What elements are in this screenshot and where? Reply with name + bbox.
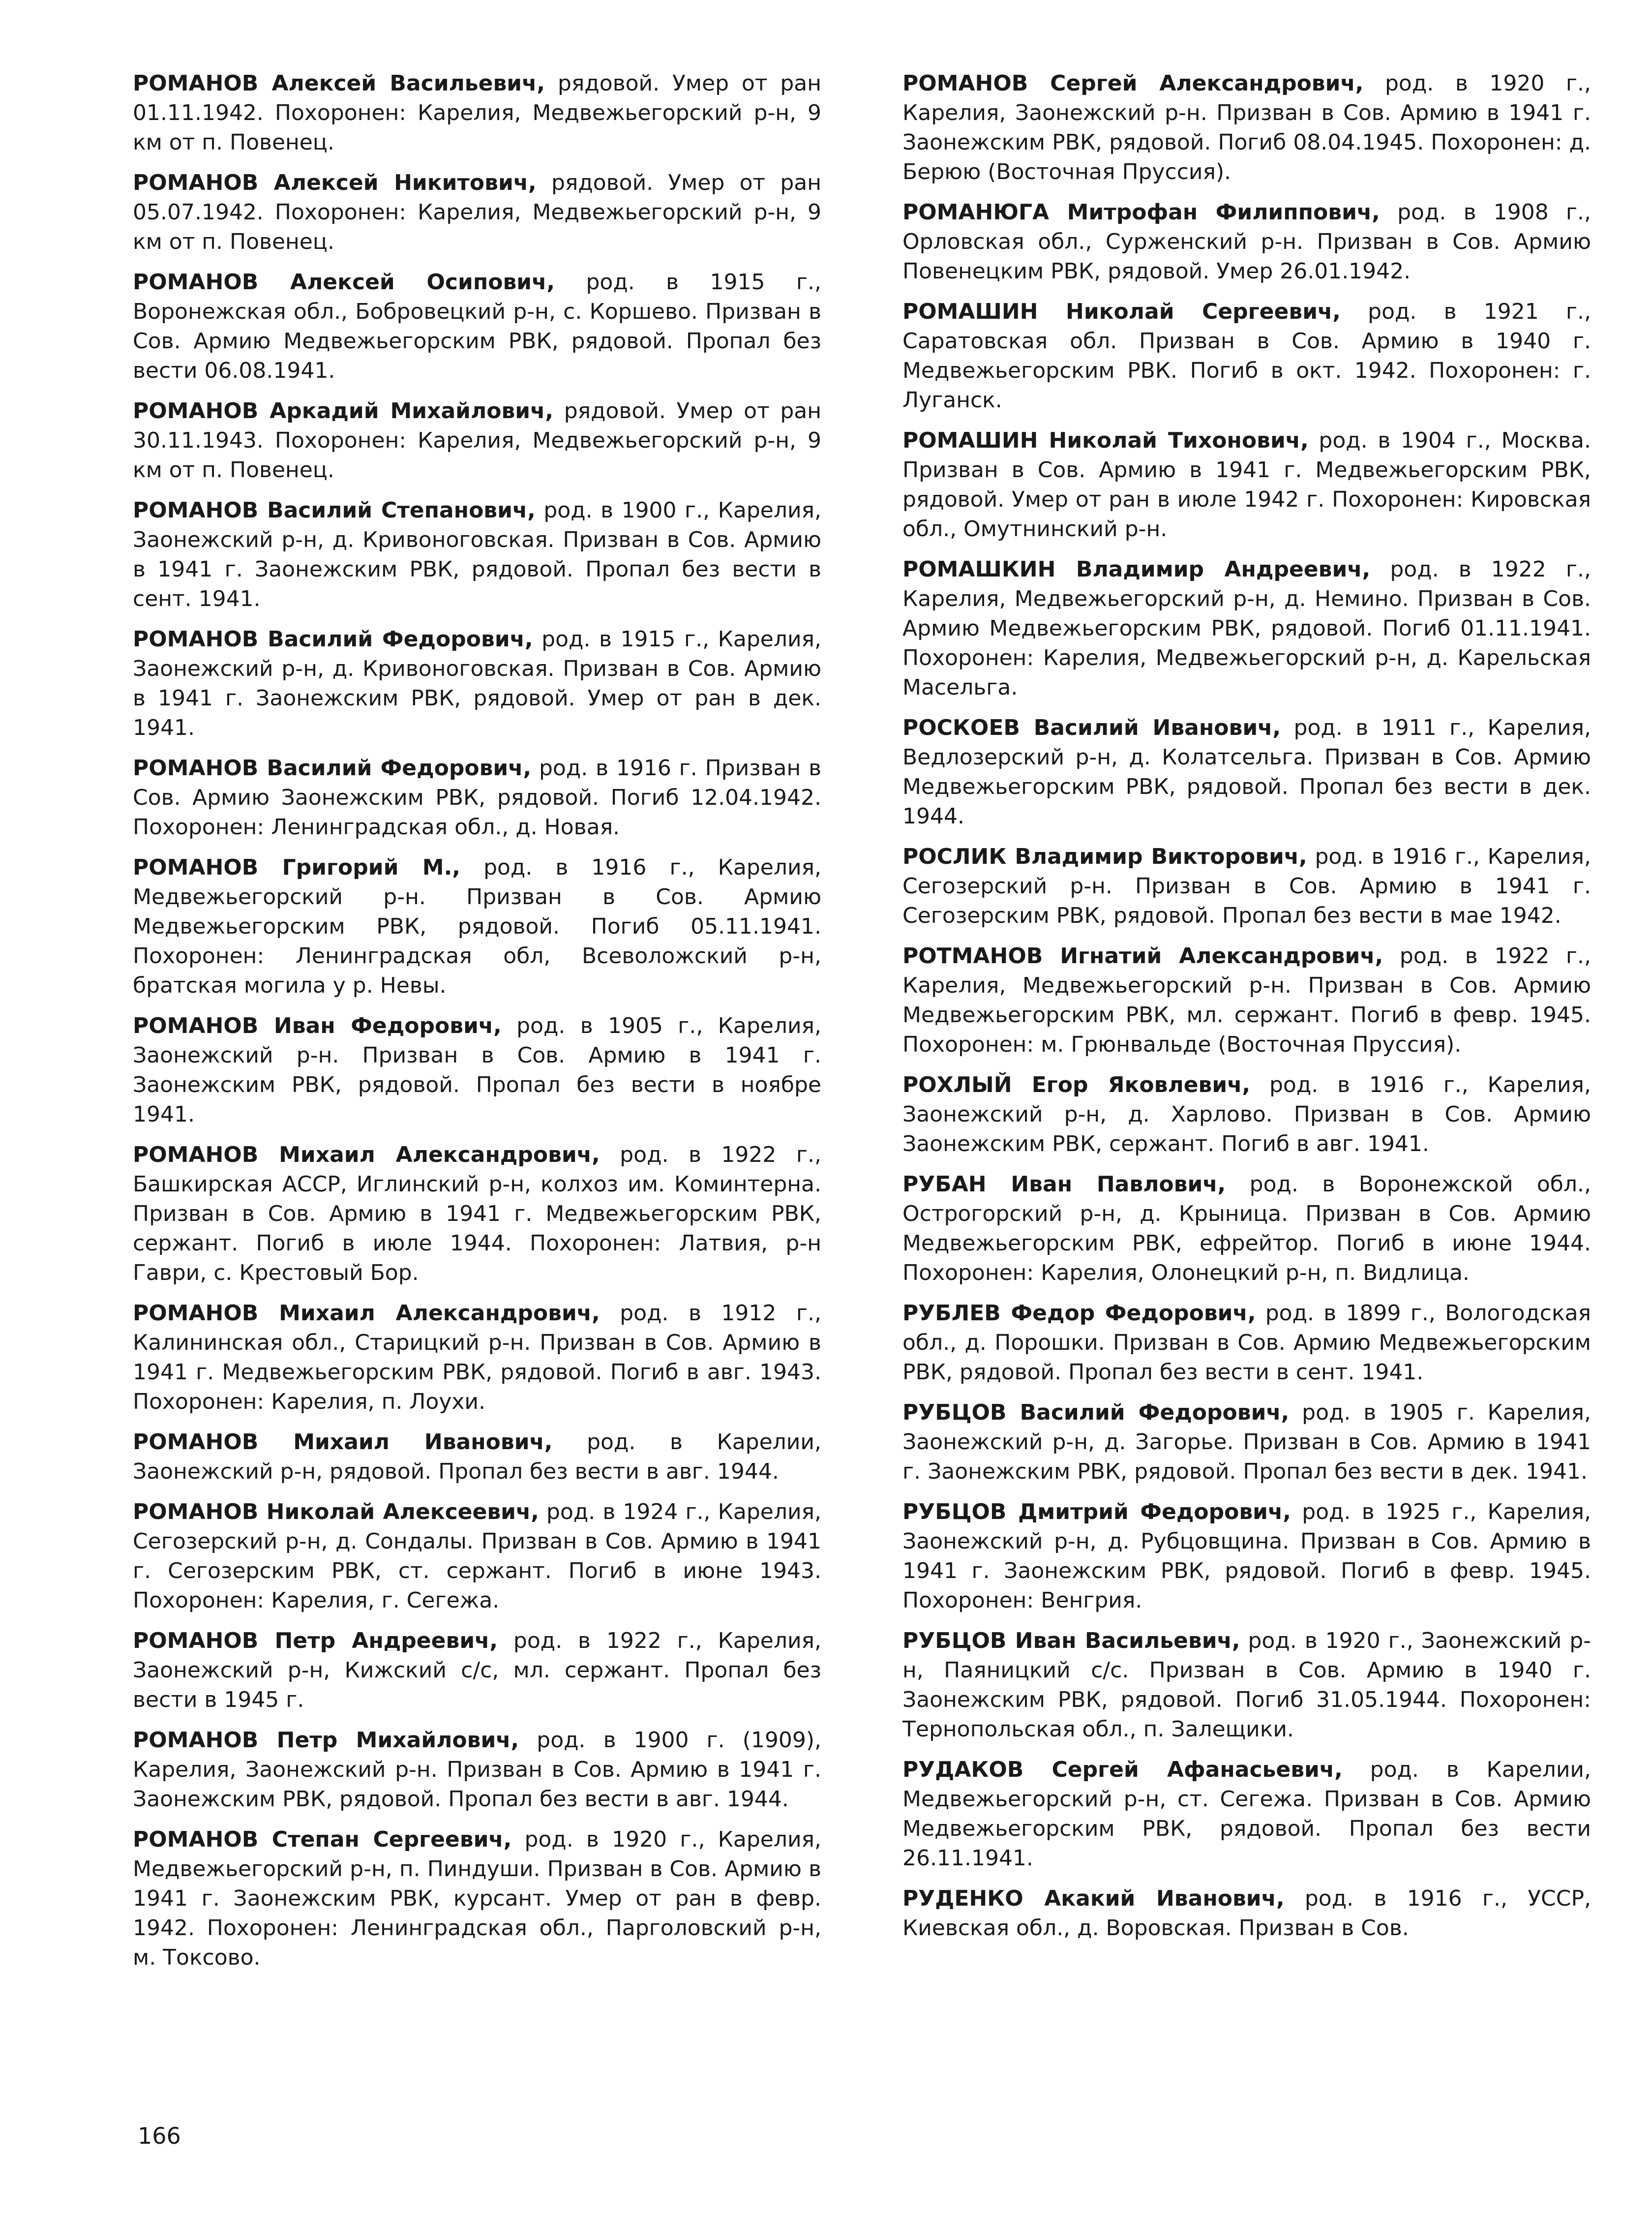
entry-text: род. в 1924 г., Карелия, Сегозерский р-н, д. Сондалы. Призван в Сов. Армию в 1941 г. Сегозерским РВК, ст. сержант. Погиб в июне 1943. Похоронен: Карелия, г. Сегежа. <box>133 1499 822 1613</box>
entry-name: РОТМАНОВ Игнатий Александрович, <box>902 943 1383 969</box>
entry-text: род. в 1922 г., Карелия, Медвежьегорский р-н, д. Немино. Призван в Сов. Армию Медвежьегорским РВК, рядовой. Погиб 01.11.1941. Похоронен: Карелия, Медвежьегорский р-н, д. Карельская Масельга. <box>902 557 1591 700</box>
entry-name: РОХЛЫЙ Егор Яковлевич, <box>902 1072 1251 1097</box>
entry <box>133 496 821 614</box>
entry-text: род. в Воронежской обл., Острогорский р-н, д. Крыница. Призван в Сов. Армию Медвежьегорским РВК, ефрейтор. Погиб в июне 1944. Похоронен: Карелия, Олонецкий р-н, п. Видлица. <box>902 1172 1591 1285</box>
entry-name: РУБЦОВ Василий Федорович, <box>902 1400 1290 1425</box>
entry-name: РОМАНОВ Аркадий Михайлович, <box>133 398 554 424</box>
entry-text: род. в 1900 г., Карелия, Заонежский р-н, д. Кривоноговская. Призван в Сов. Армию в 1941 г. Заонежским РВК, рядовой. Пропал без вести в сент. 1941. <box>133 498 821 611</box>
entry-text: род. в 1905 г., Карелия, Заонежский р-н. Призван в Сов. Армию в 1941 г. Заонежским РВК, рядовой. Пропал без вести в ноябре 1941. <box>133 1013 822 1127</box>
entry <box>133 1497 821 1615</box>
entry-text: род. в 1921 г., Саратовская обл. Призван в Сов. Армию в 1940 г. Медвежьегорским РВК. Погиб в окт. 1942. Похоронен: г. Луганск. <box>902 299 1591 413</box>
entry-name: РОМАНОВ Михаил Александрович, <box>133 1301 600 1326</box>
entry-name: РОМАНОВ Иван Федорович, <box>133 1013 502 1038</box>
entry-text: род. в 1904 г., Москва. Призван в Сов. Армию в 1941 г. Медвежьегорским РВК, рядовой. Умер от ран в июле 1942 г. Похоронен: Кировская обл., Омутнинский р-н. <box>902 428 1592 542</box>
entry-name: РУБЦОВ Дмитрий Федорович, <box>902 1499 1291 1524</box>
entry-name: РОМАНОВ Василий Степанович, <box>133 498 536 523</box>
entry <box>133 754 821 842</box>
entry <box>902 198 1591 286</box>
left-column <box>133 69 821 1983</box>
entry-text: род. в 1915 г., Воронежская обл., Бобровецкий р-н, с. Коршево. Призван в Сов. Армию Медвежьегорским РВК, рядовой. Пропал без вести 06.08.1941. <box>133 270 821 383</box>
entry-text: род. в 1920 г., Карелия, Медвежьегорский р-н, п. Пиндуши. Призван в Сов. Армию в 1941 г. Заонежским РВК, курсант. Умер от ран в февр. 1942. Похоронен: Ленинградская обл., Парголовский р-н, м. Токсово. <box>133 1827 822 1970</box>
entry-name: РОМАШИН Николай Сергеевич, <box>902 299 1341 324</box>
entry-text: род. в 1912 г., Калининская обл., Старицкий р-н. Призван в Сов. Армию в 1941 г. Медвежьегорским РВК, рядовой. Погиб в авг. 1943. Похоронен: Карелия, п. Лоухи. <box>133 1301 821 1414</box>
entry <box>902 1299 1591 1387</box>
entry <box>133 625 821 743</box>
entry-text: род. в 1916 г., УССР, Киевская обл., д. Воровская. Призван в Сов. <box>902 1886 1592 1941</box>
entry-text: род. в Карелии, Медвежьегорский р-н, ст. Сегежа. Призван в Сов. Армию Медвежьегорским РВК, рядовой. Пропал без вести 26.11.1941. <box>902 1757 1592 1871</box>
entry-text: рядовой. Умер от ран 01.11.1942. Похоронен: Карелия, Медвежьегорский р-н, 9 км от п. Повенец. <box>133 71 821 155</box>
entry-name: РОМАНОВ Алексей Никитович, <box>133 170 537 195</box>
entry-text: род. в 1922 г., Карелия, Заонежский р-н, Кижский с/с, мл. сержант. Пропал без вести в 1945 г. <box>133 1628 822 1712</box>
entry-text: род. в 1899 г., Вологодская обл., д. Порошки. Призван в Сов. Армию Медвежьегорским РВК, рядовой. Пропал без вести в сент. 1941. <box>902 1301 1592 1385</box>
entry-name: РОСЛИК Владимир Викторович, <box>902 844 1307 869</box>
entry <box>133 268 821 386</box>
entry-name: РУБЛЕВ Федор Федорович, <box>902 1301 1256 1326</box>
entry-text: род. в 1916 г., Карелия, Медвежьегорский р-н. Призван в Сов. Армию Медвежьегорским РВК, рядовой. Погиб 05.11.1941. Похоронен: Ленинградская обл, Всеволожский р-н, братская могила у р. Невы. <box>133 855 822 998</box>
entry-text: род. в 1916 г., Карелия, Сегозерский р-н. Призван в Сов. Армию в 1941 г. Сегозерским РВК, рядовой. Пропал без вести в мае 1942. <box>902 844 1592 928</box>
entry-name: РУДАКОВ Сергей Афанасьевич, <box>902 1757 1343 1782</box>
entry <box>902 842 1591 931</box>
entry-text: род. в 1916 г., Карелия, Заонежский р-н, д. Харлово. Призван в Сов. Армию Заонежским РВК, сержант. Погиб в авг. 1941. <box>902 1072 1591 1156</box>
entry <box>133 69 821 157</box>
entry-text: род. в 1900 г. (1909), Карелия, Заонежский р-н. Призван в Сов. Армию в 1941 г. Заонежским РВК, рядовой. Пропал без вести в авг. 1944. <box>133 1728 821 1812</box>
entry-text: род. в 1915 г., Карелия, Заонежский р-н, д. Кривоноговская. Призван в Сов. Армию в 1941 г. Заонежским РВК, рядовой. Умер от ран в дек. 1941. <box>133 627 822 740</box>
entry-name: РОМАНОВ Алексей Васильевич, <box>133 71 545 96</box>
entry-text: род. в Карелии, Заонежский р-н, рядовой. Пропал без вести в авг. 1944. <box>133 1429 821 1484</box>
entry-name: РОСКОЕВ Василий Иванович, <box>902 715 1281 740</box>
entry <box>133 396 821 485</box>
entry-text: род. в 1911 г., Карелия, Ведлозерский р-н, д. Колатсельга. Призван в Сов. Армию Медвежьегорским РВК, рядовой. Пропал без вести в дек. 1944. <box>902 715 1591 829</box>
entry-name: РОМАНОВ Сергей Александрович, <box>902 71 1364 96</box>
entry-text: род. в 1922 г., Карелия, Медвежьегорский р-н. Призван в Сов. Армию Медвежьегорским РВК, мл. сержант. Погиб в февр. 1945. Похоронен: м. Грюнвальде (Восточная Пруссия). <box>902 943 1591 1057</box>
entry-name: РОМАНОВ Михаил Иванович, <box>133 1429 553 1455</box>
entry-name: РОМАНОВ Михаил Александрович, <box>133 1142 600 1167</box>
entry <box>902 713 1591 831</box>
entry-name: РОМАНОВ Василий Федорович, <box>133 627 533 652</box>
entry <box>133 853 821 1001</box>
entry-name: РУДЕНКО Акакий Иванович, <box>902 1886 1285 1911</box>
entry <box>902 1497 1591 1615</box>
entry <box>902 1755 1591 1873</box>
entry-name: РОМАНОВ Григорий М., <box>133 855 461 880</box>
entry <box>133 1299 821 1417</box>
entry-name: РОМАНОВ Степан Сергеевич, <box>133 1827 512 1852</box>
right-column <box>902 69 1591 1954</box>
entry-text: род. в 1925 г., Карелия, Заонежский р-н, д. Рубцовщина. Призван в Сов. Армию в 1941 г. Заонежским РВК, рядовой. Погиб в февр. 1945. Похоронен: Венгрия. <box>902 1499 1592 1613</box>
entry-name: РОМАНОВ Николай Алексеевич, <box>133 1499 539 1524</box>
entry-text: рядовой. Умер от ран 30.11.1943. Похоронен: Карелия, Медвежьегорский р-н, 9 км от п. Повенец. <box>133 398 821 483</box>
entry <box>902 69 1591 187</box>
entry <box>133 1825 821 1973</box>
entry <box>133 1726 821 1814</box>
entry-text: род. в 1916 г. Призван в Сов. Армию Заонежским РВК, рядовой. Погиб 12.04.1942. Похоронен: Ленинградская обл., д. Новая. <box>133 756 821 840</box>
page-number: 166 <box>138 2123 181 2149</box>
entry <box>902 1884 1591 1943</box>
entry <box>133 1428 821 1487</box>
entry <box>133 1626 821 1715</box>
entry-name: РОМАНОВ Петр Михайлович, <box>133 1728 519 1753</box>
entry <box>902 555 1591 702</box>
entry-text: род. в 1922 г., Башкирская АССР, Иглинский р-н, колхоз им. Коминтерна. Призван в Сов. Армию в 1941 г. Медвежьегорским РВК, сержант. Погиб в июле 1944. Похоронен: Латвия, р-н Гаври, с. Крестовый Бор. <box>133 1142 821 1285</box>
entry-name: РОМАШКИН Владимир Андреевич, <box>902 557 1371 582</box>
entry-name: РОМАШИН Николай Тихонович, <box>902 428 1309 453</box>
entry <box>902 1070 1591 1159</box>
entry-name: РОМАНЮГА Митрофан Филиппович, <box>902 200 1380 225</box>
entry <box>902 1170 1591 1288</box>
entry-text: род. в 1908 г., Орловская обл., Сурженский р-н. Призван в Сов. Армию Повенецким РВК, рядовой. Умер 26.01.1942. <box>902 200 1591 284</box>
entry <box>902 1398 1591 1487</box>
entry-text: рядовой. Умер от ран 05.07.1942. Похоронен: Карелия, Медвежьегорский р-н, 9 км от п. Повенец. <box>133 170 821 254</box>
entry <box>902 297 1591 415</box>
entry <box>133 168 821 257</box>
entry-text: род. в 1905 г. Карелия, Заонежский р-н, д. Загорье. Призван в Сов. Армию в 1941 г. Заонежским РВК, рядовой. Пропал без вести в дек. 1941. <box>902 1400 1592 1484</box>
entry <box>902 1626 1591 1744</box>
entry <box>902 426 1591 544</box>
entry-name: РОМАНОВ Василий Федорович, <box>133 756 532 781</box>
entry <box>902 942 1591 1060</box>
entry <box>133 1140 821 1288</box>
entry-name: РУБЦОВ Иван Васильевич, <box>902 1628 1240 1653</box>
entry-text: род. в 1920 г., Карелия, Заонежский р-н. Призван в Сов. Армию в 1941 г. Заонежским РВК, рядовой. Погиб 08.04.1945. Похоронен: д. Берюю (Восточная Пруссия). <box>902 71 1592 184</box>
entry-text: род. в 1920 г., Заонежский р-н, Паяницкий с/с. Призван в Сов. Армию в 1940 г. Заонежским РВК, рядовой. Погиб 31.05.1944. Похоронен: Тернопольская обл., п. Залещики. <box>902 1628 1591 1742</box>
entry-name: РУБАН Иван Павлович, <box>902 1172 1226 1197</box>
entry-name: РОМАНОВ Петр Андреевич, <box>133 1628 498 1653</box>
entry <box>133 1011 821 1129</box>
entry-name: РОМАНОВ Алексей Осипович, <box>133 270 555 295</box>
